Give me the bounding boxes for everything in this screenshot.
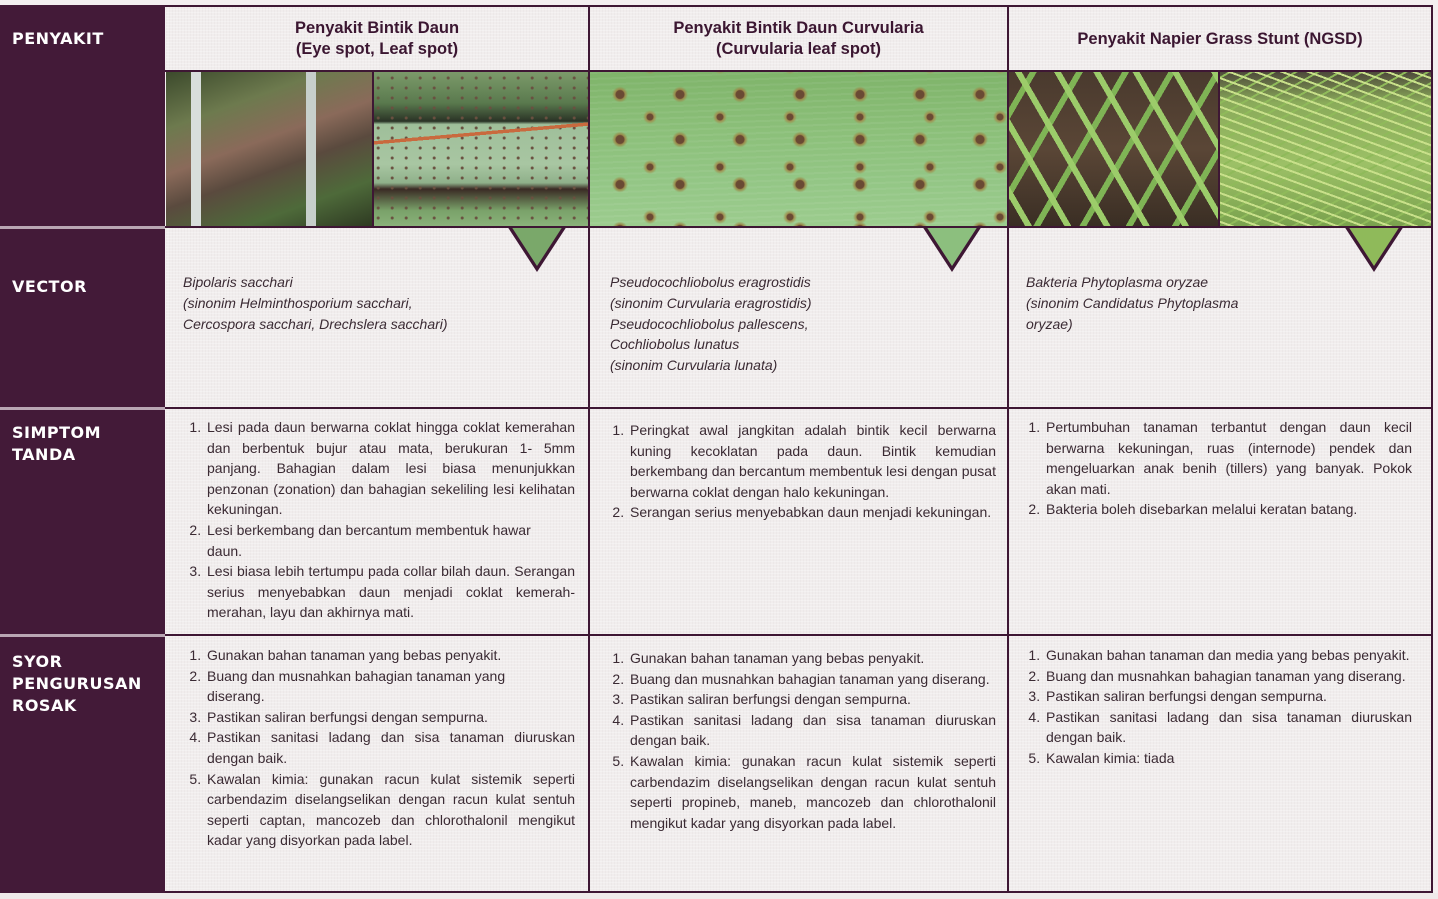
symptom-list-3 (1022, 417, 1412, 520)
list-item: 3. Pastikan saliran berfungsi dengan sempurna. (1044, 686, 1412, 707)
list-item: 1. Gunakan bahan tanaman yang bebas penyakit. (628, 648, 996, 669)
list-item: 2. Buang dan musnahkan bahagian tanaman yang diserang. (628, 669, 996, 690)
vector-line: (sinonim Curvularia eragrostidis) (610, 294, 812, 311)
photo-eye-spot-stalk (166, 72, 372, 226)
vector-text-1 (183, 272, 583, 334)
list-item: 2. Lesi berkembang dan bercantum membentuk hawar daun. (205, 520, 575, 561)
list-item: 4. Pastikan sanitasi ladang dan sisa tanaman diuruskan dengan baik. (1044, 707, 1412, 748)
row-label-syor-line2: PENGURUSAN (12, 674, 142, 693)
grid-line (1218, 70, 1220, 226)
disease-title-3 (1009, 29, 1431, 50)
vector-line: (sinonim Helminthosporium sacchari, (183, 294, 413, 311)
row-separator (0, 634, 165, 637)
vector-line: Bipolaris sacchari (183, 274, 293, 290)
row-label-syor-line1: SYOR (12, 652, 63, 671)
disease-title-1 (166, 18, 588, 60)
list-item: 2. Bakteria boleh disebarkan melalui keratan batang. (1044, 499, 1412, 520)
list-item: 4. Pastikan sanitasi ladang dan sisa tanaman diuruskan dengan baik. (628, 710, 996, 751)
grid-line (165, 5, 1433, 7)
list-item: 3. Pastikan saliran berfungsi dengan sempurna. (628, 689, 996, 710)
grid-line (165, 226, 1433, 228)
symptom-list-1 (183, 417, 575, 623)
row-label-syor-line3: ROSAK (12, 696, 77, 715)
list-item: 2. Buang dan musnahkan bahagian tanaman yang diserang. (205, 666, 575, 707)
vector-line: Pseudocochliobolus pallescens, (610, 315, 809, 332)
photo-curvularia-leaf (590, 72, 1007, 226)
list-item: 5. Kawalan kimia: gunakan racun kulat sistemik seperti carbendazim diselangselikan dengan racun kulat sentuh seperti propineb, maneb, mancozeb dan chlorothalonil mengikut kadar yang disyorkan pada label. (628, 751, 996, 833)
list-item: 1. Pertumbuhan tanaman terbantut dengan daun kecil berwarna kekuningan, ruas (internode) pendek dan mengeluarkan anak benih (tillers) yang banyak. Pokok akan mati. (1044, 417, 1412, 499)
vector-text-3 (1026, 272, 1426, 334)
row-label-simptom-line2: TANDA (12, 445, 76, 464)
list-item: 4. Pastikan sanitasi ladang dan sisa tanaman diuruskan dengan baik. (205, 727, 575, 768)
management-list-1 (183, 645, 575, 851)
symptom-list-2 (606, 420, 996, 523)
list-item: 1. Peringkat awal jangkitan adalah bintik kecil berwarna kuning kecoklatan pada daun. Bintik kemudian berkembang dan bercantum membentuk lesi dengan pusat berwarna coklat dengan halo kekuningan. (628, 420, 996, 502)
row-separator (0, 407, 165, 410)
vector-line: Cercospora sacchari, Drechslera sacchari) (183, 315, 448, 332)
row-label-simptom-line1: SIMPTOM (12, 423, 102, 442)
disease-title-1-line2: (Eye spot, Leaf spot) (295, 40, 459, 58)
grid-line (372, 70, 374, 226)
list-item: 2. Serangan serius menyebabkan daun menjadi kekuningan. (628, 502, 996, 523)
pointer-triangle-fill (926, 226, 978, 266)
vector-line: Pseudocochliobolus eragrostidis (610, 274, 811, 290)
row-label-vector: VECTOR (12, 277, 87, 296)
grid-line (588, 5, 590, 893)
grid-line (1431, 5, 1433, 893)
pointer-triangle-fill (511, 226, 563, 266)
management-list-2 (606, 648, 996, 833)
grid-line (1007, 5, 1009, 893)
disease-title-3-line1: Penyakit Napier Grass Stunt (NGSD) (1077, 30, 1363, 48)
list-item: 1. Gunakan bahan tanaman dan media yang bebas penyakit. (1044, 645, 1412, 666)
vector-text-2 (610, 272, 1000, 376)
list-item: 5. Kawalan kimia: gunakan racun kulat sistemik seperti carbendazim diselangselikan dengan racun kulat sentuh seperti captan, mancozeb dan chlorothalonil mengikut kadar yang disyorkan pada label. (205, 769, 575, 851)
vector-line: Bakteria Phytoplasma oryzae (1026, 274, 1209, 290)
vector-line: oryzae) (1026, 315, 1073, 332)
photo-leaf-spot-closeup (374, 72, 588, 226)
list-item: 5. Kawalan kimia: tiada (1044, 748, 1412, 769)
list-item: 1. Gunakan bahan tanaman yang bebas penyakit. (205, 645, 575, 666)
vector-line: (sinonim Candidatus Phytoplasma (1026, 294, 1239, 311)
list-item: 2. Buang dan musnahkan bahagian tanaman yang diserang. (1044, 666, 1412, 687)
list-item: 1. Lesi pada daun berwarna coklat hingga coklat kemerahan dan berbentuk bujur atau mata, berukuran 1- 5mm panjang. Bahagian dalam lesi biasa menunjukkan penzonan (zonation) dan bahagian sekeliling lesi kelihatan kekuningan. (205, 417, 575, 520)
row-separator (0, 226, 165, 229)
management-list-3 (1022, 645, 1412, 769)
photo-napier-leaves (1009, 72, 1218, 226)
list-item: 3. Pastikan saliran berfungsi dengan sempurna. (205, 707, 575, 728)
disease-title-2-line1: Penyakit Bintik Daun Curvularia (673, 19, 924, 37)
vector-line: (sinonim Curvularia lunata) (610, 357, 778, 374)
grid-line (165, 634, 1433, 636)
vector-line: Cochliobolus lunatus (610, 336, 740, 353)
page-bottom-margin (0, 893, 1438, 899)
photo-napier-clump (1220, 72, 1431, 226)
grid-line (165, 70, 1433, 72)
pointer-triangle-fill (1348, 226, 1400, 266)
disease-title-1-line1: Penyakit Bintik Daun (294, 19, 460, 37)
row-label-penyakit: PENYAKIT (12, 29, 104, 48)
list-item: 3. Lesi biasa lebih tertumpu pada collar bilah daun. Serangan serius menyebabkan daun menjadi coklat kemerah-merahan, layu dan akhirnya mati. (205, 561, 575, 623)
disease-title-2-line2: (Curvularia leaf spot) (715, 40, 882, 58)
disease-title-2 (590, 18, 1007, 60)
grid-line (165, 407, 1433, 409)
